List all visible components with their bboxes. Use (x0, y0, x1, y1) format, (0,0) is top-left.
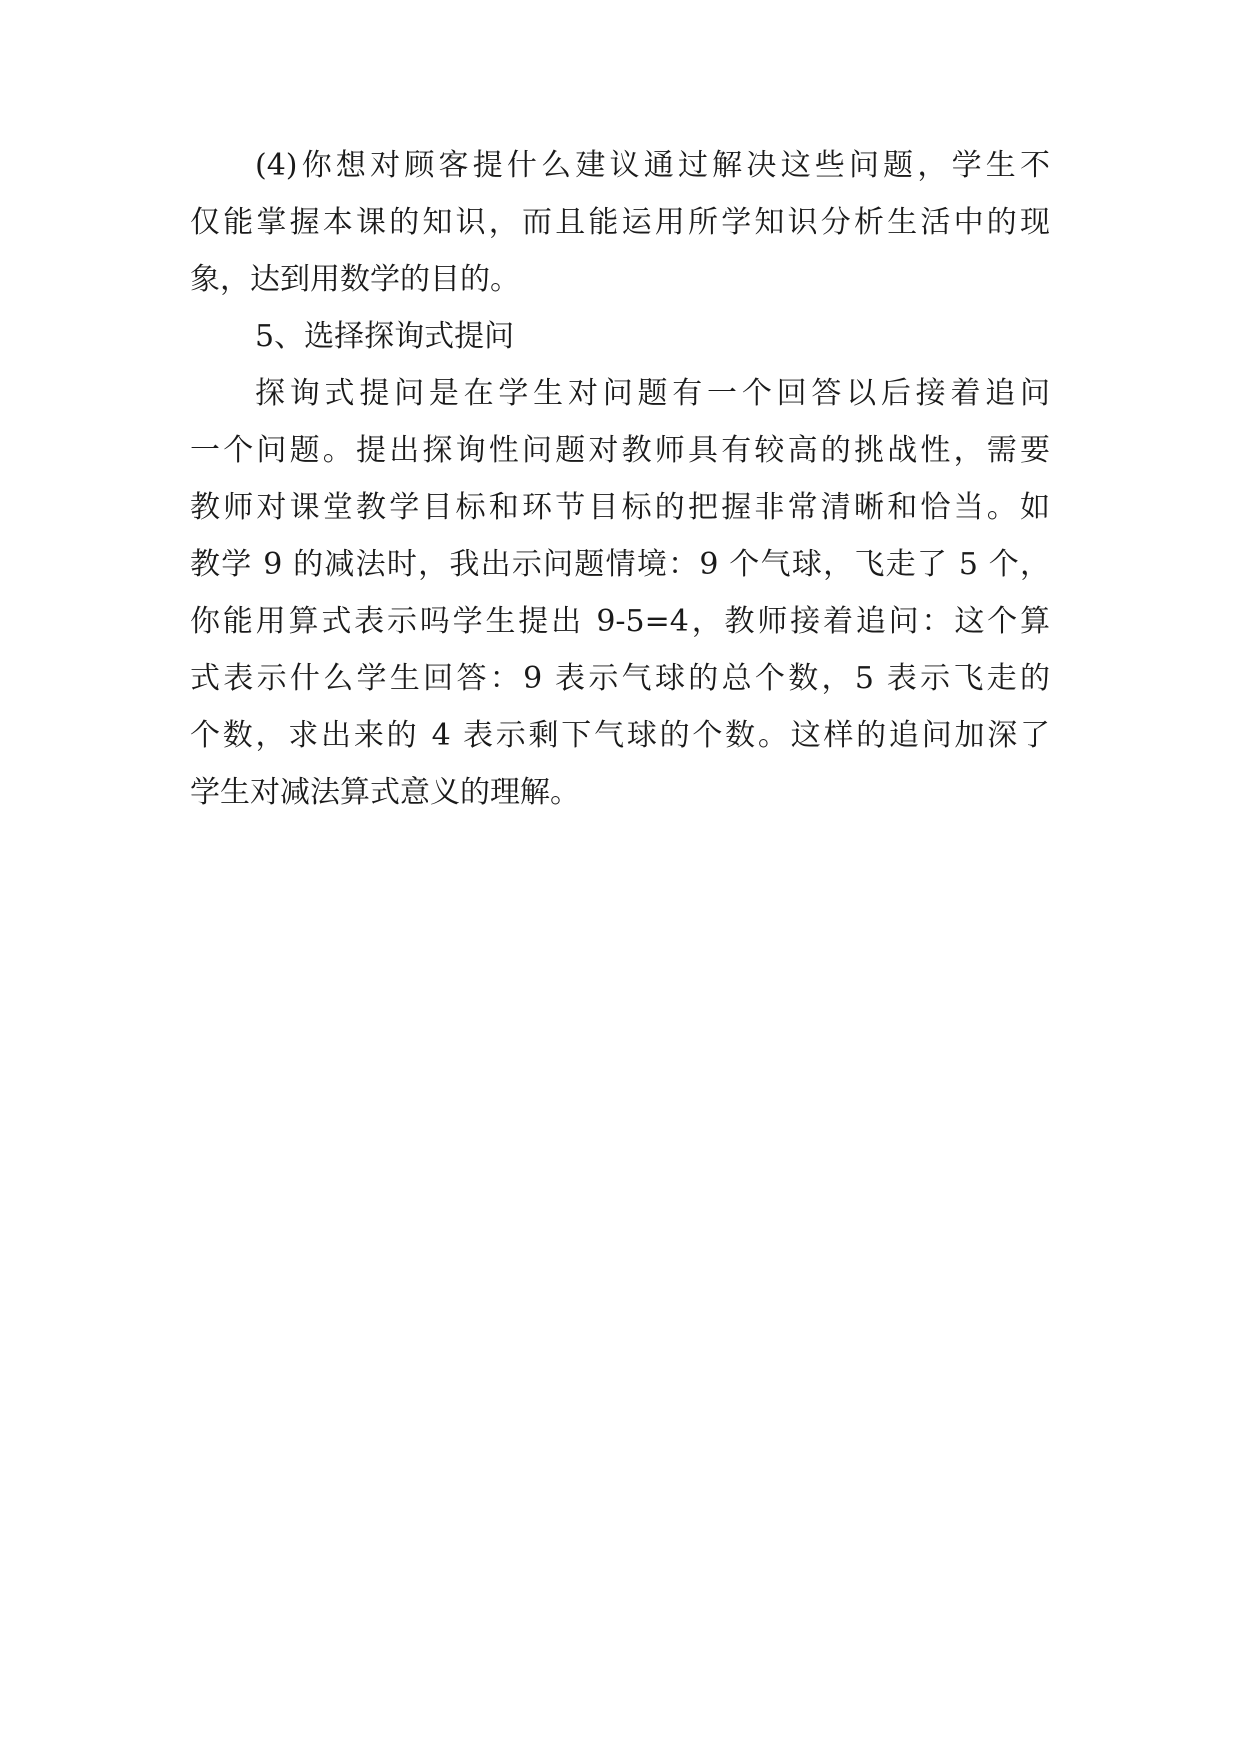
paragraph-1-line-1: (4)你想对顾客提什么建议通过解决这些问题，学生不 (255, 148, 1050, 183)
paragraph-2-line-1: 探询式提问是在学生对问题有一个回答以后接着追问 (255, 376, 1050, 411)
paragraph-2-line-8: 学生对减法算式意义的理解。 (190, 775, 580, 810)
paragraph-2-line-4: 教学 9 的减法时，我出示问题情境：9 个气球，飞走了 5 个， (190, 547, 1050, 582)
paragraph-2-line-7: 个数，求出来的 4 表示剩下气球的个数。这样的追问加深了 (190, 718, 1050, 753)
paragraph-1-line-2: 仅能掌握本课的知识，而且能运用所学知识分析生活中的现 (190, 205, 1050, 240)
paragraph-2-line-6: 式表示什么学生回答：9 表示气球的总个数，5 表示飞走的 (190, 661, 1050, 696)
section-heading: 5、选择探询式提问 (255, 319, 515, 354)
paragraph-2-line-5: 你能用算式表示吗学生提出 9-5=4，教师接着追问：这个算 (190, 604, 1050, 639)
paragraph-1-line-3: 象，达到用数学的目的。 (190, 262, 520, 297)
paragraph-2-line-2: 一个问题。提出探询性问题对教师具有较高的挑战性，需要 (190, 433, 1050, 468)
paragraph-2-line-3: 教师对课堂教学目标和环节目标的把握非常清晰和恰当。如 (190, 490, 1050, 525)
